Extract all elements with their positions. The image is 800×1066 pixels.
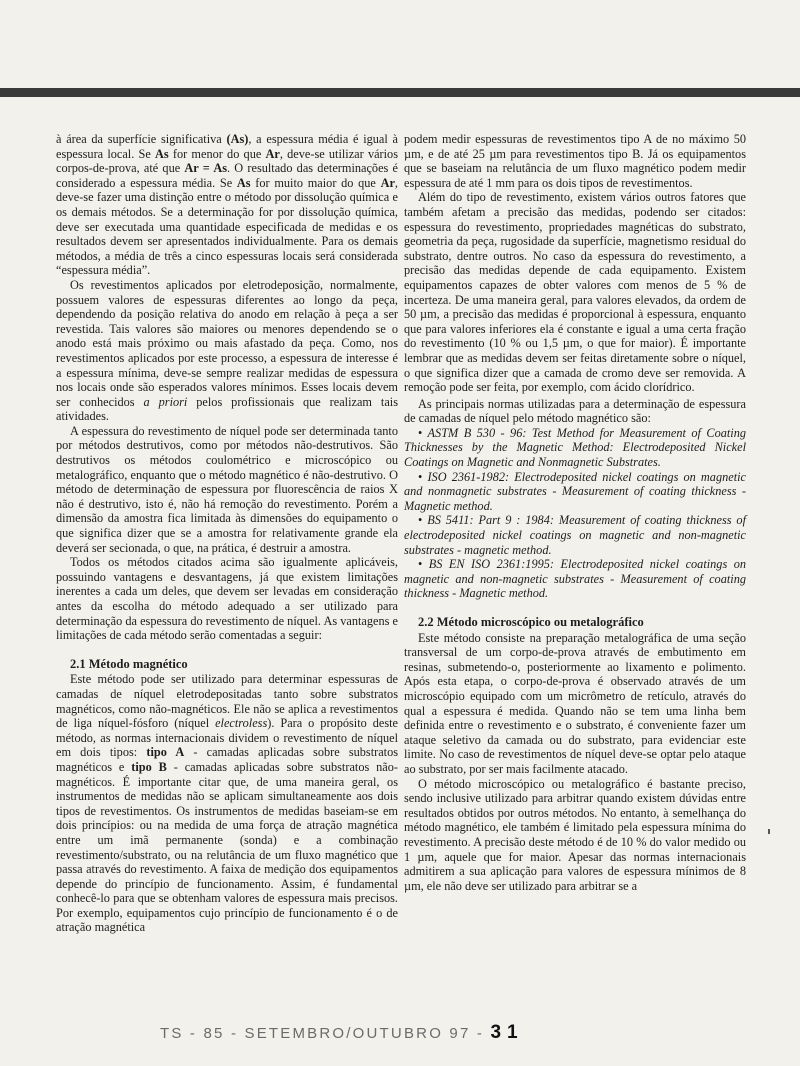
- list-item: • ASTM B 530 - 96: Test Method for Measurement of Coating Thicknesses by the Magnetic Method: Electrodeposited Nickel Coatings on Magnetic and Nonmagnetic Substrates.: [404, 425, 746, 470]
- paragraph: Este método consiste na preparação metalográfica de uma seção transversal de um corpo-de-prova através de embutimento em resinas, submetendo-o, posteriormente ao lixamento e polimento. Após esta etapa, o corpo-de-prova é observado através de um microscópio equipado com um micrômetro de retículo, através do qual a espessura é medida. Quando não se tem uma linha bem definida entre o revestimento e o substrato, é conveniente fazer um ataque seletivo da camada ou do substrato, para evidenciar este limite. No caso de revestimentos de níquel deve-se optar pelo ataque ao substrato, por ser mais facilmente atacado.: [404, 630, 746, 776]
- section-heading: 2.2 Método microscópico ou metalográfico: [418, 615, 644, 629]
- issue-label: TS - 85 - SETEMBRO/OUTUBRO 97 -: [160, 1025, 491, 1042]
- paragraph: à área da superfície significativa (As), a espessura média é igual à espessura local. Se As for menor do que Ar, deve-se utilizar vários corpos-de-prova, até que Ar = As. O resultado das determinações é considerado a espessura média. Se As for muito maior do que Ar, deve-se fazer uma distinção entre o método por dissolução química e os demais métodos. Se a determinação for por dissolução química, deve ser executada uma quantidade especificada de medidas e os resultados devem ser apresentados individualmente. Para os demais métodos, a média de três a cinco espessuras locais será considerada “espessura média”.: [56, 132, 398, 278]
- scan-mark: [768, 829, 770, 834]
- page-footer: [160, 1022, 524, 1044]
- list-item: • BS EN ISO 2361:1995: Electrodeposited nickel coatings on magnetic and non-magnetic substrates - Measurement of coating thickness - Magnetic method.: [404, 557, 746, 601]
- paragraph: podem medir espessuras de revestimentos tipo A de no máximo 50 µm, e de até 25 µm para revestimentos tipo B. Já os equipamentos que se baseiam na relutância de um fluxo magnético podem medir espessura de até 1 mm para os dois tipos de revestimentos.: [404, 132, 746, 190]
- paragraph: Todos os métodos citados acima são igualmente aplicáveis, possuindo vantagens e desvantagens, já que existem limitações inerentes a cada um deles, que devem ser levadas em consideração antes da escolha do método adequado a ser utilizado para determinação da espessura do revestimento de níquel. As vantagens e limitações de cada método serão comentadas a seguir:: [56, 555, 398, 643]
- list-item: • BS 5411: Part 9 : 1984: Measurement of coating thickness of electrodeposited nickel coatings on magnetic and non-magnetic substrates - magnetic method.: [404, 513, 746, 557]
- paragraph: Este método pode ser utilizado para determinar espessuras de camadas de níquel eletrodepositadas tanto sobre substratos magnéticos, como não-magnéticos. Ele não se aplica a revestimentos de liga níquel-fósforo (níquel electroless). Para o propósito deste método, as normas internacionais dividem o revestimento de níquel em dois tipos: tipo A - camadas aplicadas sobre substratos magnéticos e tipo B - camadas aplicadas sobre substratos não-magnéticos. É importante citar que, de uma maneira geral, os instrumentos de medidas não se aplicam simultaneamente aos dois tipos de revestimentos. Os instrumentos de medidas baseiam-se em dois princípios: ou na medida de uma força de atração magnética entre um imã permanente (sonda) e a combinação revestimento/substrato, ou na relutância de um fluxo magnético que passa através do revestimento. A faixa de medição dos equipamentos depende do princípio de funcionamento. Assim, é fundamental conhecê-lo para que se obtenham valores de espessura mais precisos. Por exemplo, equipamentos cujo princípio de funcionamento é o de atração magnética: [56, 672, 399, 935]
- paragraph: As principais normas utilizadas para a determinação de espessura de camadas de níquel pelo método magnético são:: [404, 396, 746, 426]
- list-item: • ISO 2361-1982: Electrodeposited nickel coatings on magnetic and nonmagnetic substrates - Measurement of coating thickness - Magnetic method.: [404, 469, 746, 513]
- paragraph: A espessura do revestimento de níquel pode ser determinada tanto por métodos destrutivos, como por métodos não-destrutivos. São destrutivos os métodos coulométrico e microscópico ou metalográfico, enquanto que o método magnético é não-destrutivo. O método de determinação de espessura por fluorescência de raios X não é destrutivo, isto é, não há remoção do revestimento. Porém a dimensão da amostra fica limitada às dimensões do equipamento o que significa dizer que se a amostra for relativamente grande ela deverá ser secionada, o que, na prática, é destruir a amostra.: [56, 423, 398, 555]
- paragraph: O método microscópico ou metalográfico é bastante preciso, sendo inclusive utilizado para arbitrar quando existem dúvidas entre resultados obtidos por outros métodos. No entanto, à semelhança do método magnético, ele também é limitado pela espessura mínima do revestimento. A precisão deste método é de 10 % do valor medido ou 1 µm, aquele que for maior. Apesar das normas internacionais admitirem a sua aplicação para valores de espessura mínimos de 8 µm, ele não deve ser utilizado para arbitrar se a: [404, 776, 746, 893]
- right-column: [404, 132, 746, 893]
- paragraph: Além do tipo de revestimento, existem vários outros fatores que também afetam a precisão das medidas, podendo ser citados: espessura do revestimento, propriedades magnéticas do substrato, geometria da peça, rugosidade da superfície, magnetismo residual do substrato, dentre outros. No caso da espessura do revestimento, a precisão das medidas depende de cada equipamento. Existem equipamentos capazes de obter valores com menos de 5 % de incerteza. De uma maneira geral, para valores elevados, da ordem de 50 µm, a precisão das medidas é proporcional à espessura, enquanto que para valores inferiores ela é constante e igual a uma certa fração do revestimento (10 % ou 1,5 µm, o que for maior). É importante lembrar que as medidas devem ser feitas diretamente sobre o níquel, o que significa dizer que a camada de cromo deve ser removida. A remoção pode ser feita, por exemplo, com ácido clorídrico.: [404, 190, 746, 395]
- page-number: 31: [490, 1022, 524, 1043]
- left-column: [56, 132, 398, 935]
- section-heading: 2.1 Método magnético: [70, 656, 188, 671]
- header-rule: [0, 88, 800, 97]
- paragraph: Os revestimentos aplicados por eletrodeposição, normalmente, possuem valores de espessuras diferentes ao longo da peça, dependendo da posição relativa do anodo em relação à peça a ser revestida. Tais valores são maiores ou menores dependendo se o anodo está mais próximo ou mais afastado da peça. Como, nos revestimentos aplicados por este processo, a espessura de interesse é a espessura mínima, deve-se sempre realizar medidas de espessura nos locais onde são esperados valores mínimos. Esses locais devem ser conhecidos a priori pelos profissionais que realizam tais atividades.: [56, 277, 398, 424]
